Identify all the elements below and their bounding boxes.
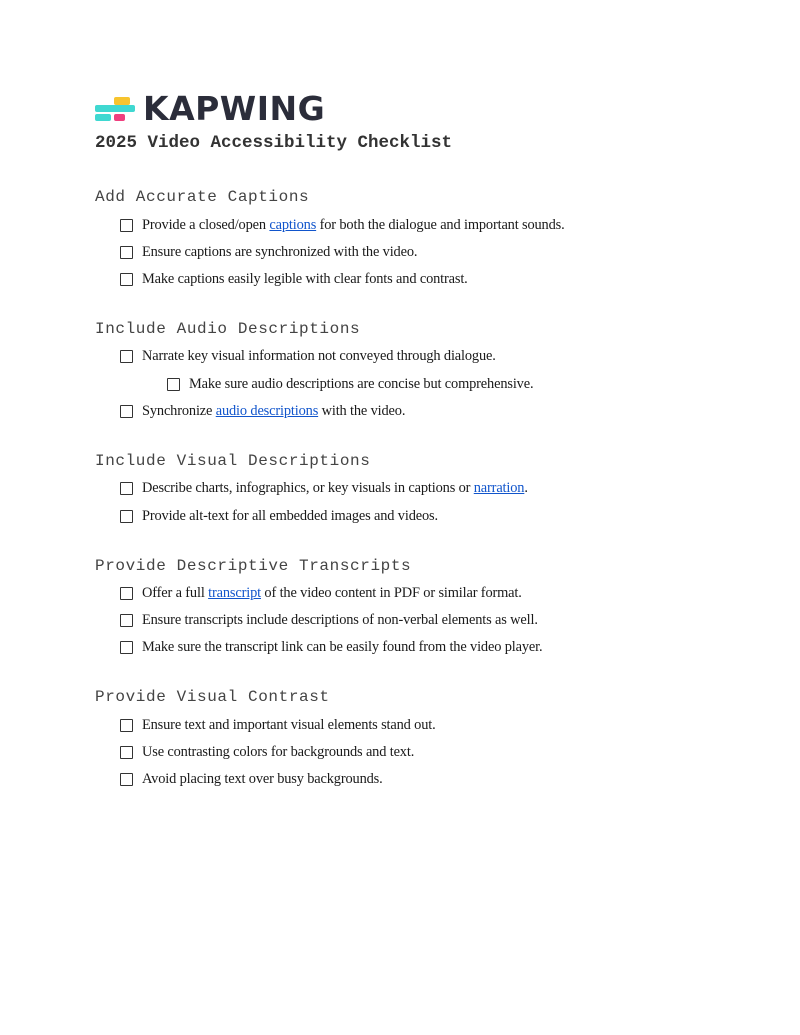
checkbox[interactable] bbox=[120, 273, 133, 286]
checkbox[interactable] bbox=[120, 510, 133, 523]
checkbox[interactable] bbox=[120, 773, 133, 786]
item-text-after: with the video. bbox=[318, 402, 406, 419]
checkbox[interactable] bbox=[120, 246, 133, 259]
logo-bar-pink bbox=[114, 114, 125, 121]
checklist-item bbox=[120, 610, 538, 630]
item-text-before: Synchronize bbox=[142, 402, 216, 419]
checklist-item bbox=[120, 478, 528, 498]
checklist-item-text bbox=[142, 771, 383, 788]
checkbox[interactable] bbox=[120, 350, 133, 363]
checklist-item-text bbox=[142, 508, 438, 525]
checkbox[interactable] bbox=[120, 746, 133, 759]
kapwing-logo bbox=[95, 89, 326, 128]
item-text-before: Provide alt-text for all embedded images and videos. bbox=[142, 507, 438, 524]
item-text-after: of the video content in PDF or similar format. bbox=[260, 584, 522, 601]
section-heading: Include Audio Descriptions bbox=[95, 320, 361, 338]
checklist-item-text bbox=[142, 717, 436, 734]
section-heading: Provide Visual Contrast bbox=[95, 688, 330, 706]
kapwing-logo-icon bbox=[95, 94, 137, 124]
item-text-before: Make sure audio descriptions are concise but comprehensive. bbox=[189, 375, 534, 392]
checkbox[interactable] bbox=[120, 614, 133, 627]
logo-wordmark: KAPWING bbox=[143, 89, 326, 128]
item-link[interactable]: captions bbox=[269, 216, 317, 233]
checkbox[interactable] bbox=[120, 587, 133, 600]
checklist-item-text bbox=[142, 585, 522, 602]
checklist-item-text bbox=[142, 217, 565, 234]
checkbox[interactable] bbox=[167, 378, 180, 391]
checklist-item bbox=[120, 215, 565, 235]
checklist-item-text bbox=[142, 348, 496, 365]
checklist-item bbox=[120, 346, 496, 366]
checklist-item-text bbox=[189, 376, 533, 393]
item-text-after: for both the dialogue and important sounds. bbox=[316, 216, 565, 233]
section-heading: Provide Descriptive Transcripts bbox=[95, 557, 412, 575]
item-text-before: Ensure captions are synchronized with the video. bbox=[142, 243, 418, 260]
item-text-after: . bbox=[524, 479, 528, 496]
item-text-before: Ensure transcripts include descriptions of non-verbal elements as well. bbox=[142, 611, 538, 628]
checklist-item bbox=[120, 583, 522, 603]
logo-bar-teal-short bbox=[95, 114, 111, 121]
checklist-item bbox=[120, 742, 414, 762]
item-text-before: Make sure the transcript link can be easily found from the video player. bbox=[142, 638, 543, 655]
item-text-before: Use contrasting colors for backgrounds and text. bbox=[142, 743, 415, 760]
checkbox[interactable] bbox=[120, 405, 133, 418]
checklist-item-text bbox=[142, 403, 405, 420]
item-link[interactable]: transcript bbox=[208, 584, 261, 601]
logo-bar-yellow bbox=[114, 97, 130, 105]
checklist-item bbox=[167, 374, 533, 394]
logo-bar-teal-long bbox=[95, 105, 135, 112]
checklist-item bbox=[120, 715, 436, 735]
checklist-item bbox=[120, 506, 438, 526]
checklist-item-text bbox=[142, 639, 542, 656]
item-text-before: Make captions easily legible with clear fonts and contrast. bbox=[142, 270, 468, 287]
item-text-before: Avoid placing text over busy backgrounds. bbox=[142, 770, 383, 787]
checklist-item-text bbox=[142, 244, 417, 261]
checklist-item-text bbox=[142, 612, 538, 629]
item-text-before: Describe charts, infographics, or key visuals in captions or bbox=[142, 479, 474, 496]
checkbox[interactable] bbox=[120, 641, 133, 654]
item-link[interactable]: audio descriptions bbox=[215, 402, 319, 419]
checklist-item-text bbox=[142, 744, 414, 761]
checklist-item-text bbox=[142, 480, 528, 497]
section-heading: Add Accurate Captions bbox=[95, 188, 310, 206]
checklist-item bbox=[120, 769, 383, 789]
checklist-item-text bbox=[142, 271, 468, 288]
checkbox[interactable] bbox=[120, 719, 133, 732]
item-text-before: Narrate key visual information not conveyed through dialogue. bbox=[142, 347, 496, 364]
checklist-item bbox=[120, 269, 468, 289]
item-text-before: Offer a full bbox=[142, 584, 209, 601]
checklist-item bbox=[120, 242, 417, 262]
item-text-before: Provide a closed/open bbox=[142, 216, 270, 233]
page-title: 2025 Video Accessibility Checklist bbox=[95, 133, 453, 153]
checklist-item bbox=[120, 401, 405, 421]
checkbox[interactable] bbox=[120, 482, 133, 495]
item-link[interactable]: narration bbox=[473, 479, 525, 496]
checklist-item bbox=[120, 637, 542, 657]
section-heading: Include Visual Descriptions bbox=[95, 452, 371, 470]
checkbox[interactable] bbox=[120, 219, 133, 232]
item-text-before: Ensure text and important visual elements stand out. bbox=[142, 716, 436, 733]
